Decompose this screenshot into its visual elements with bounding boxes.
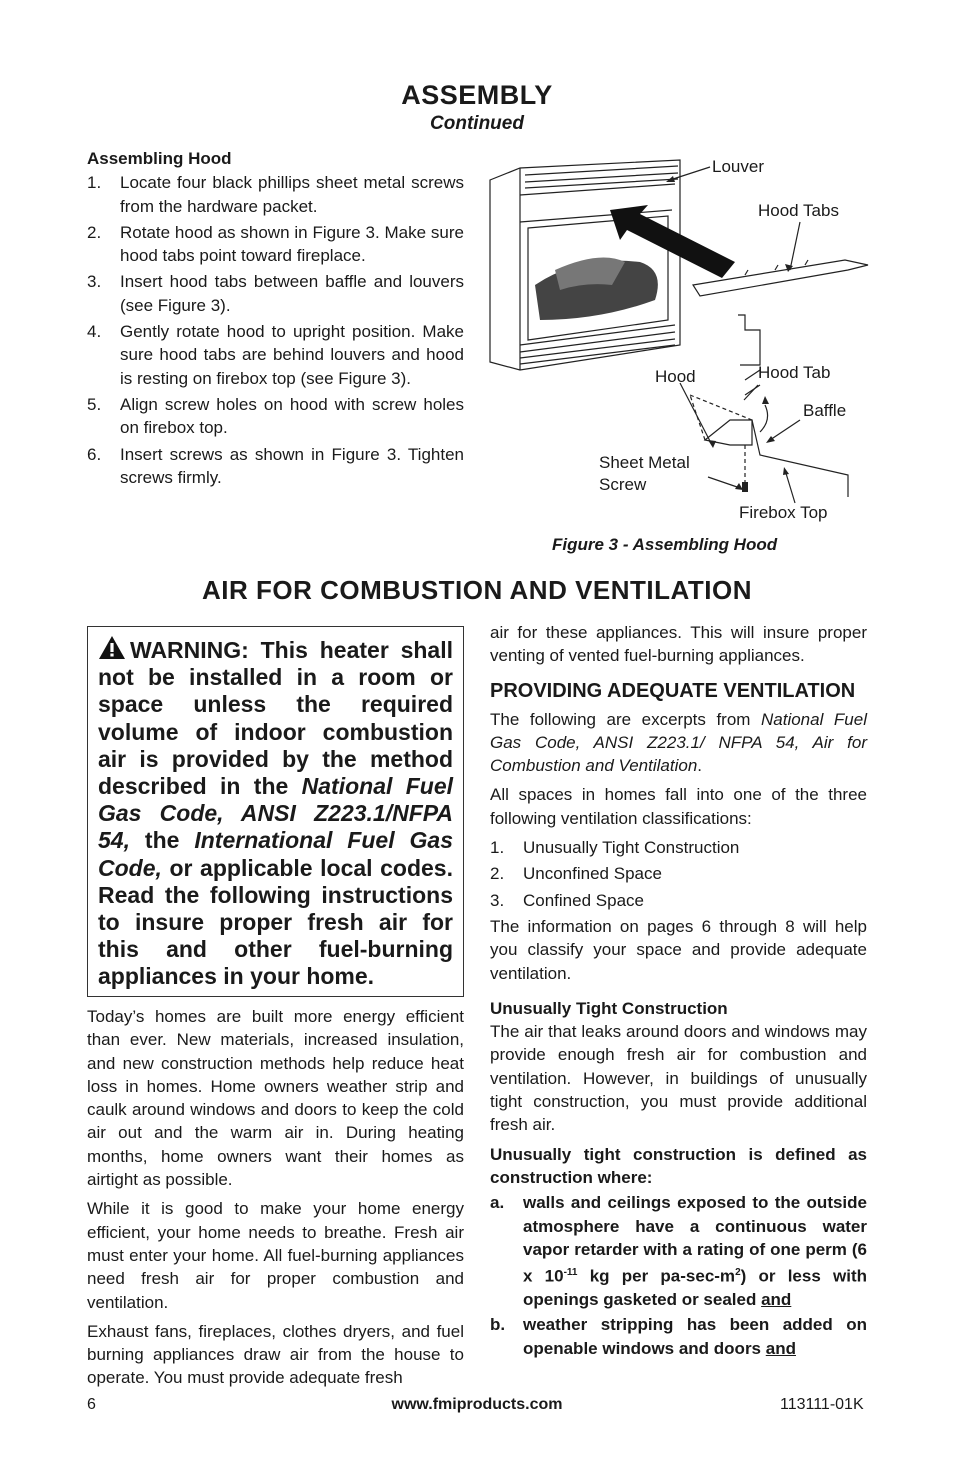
list-item: 4. Gently rotate hood to upright position. Make sure hood tabs are behind louvers and hood is resting on firebox top (see Figure 3). xyxy=(87,322,464,388)
assembly-steps xyxy=(87,171,464,489)
paragraph: The information on pages 6 through 8 will help you classify your space and provide adequate ventilation. xyxy=(490,916,867,983)
list-item: a. walls and ceilings exposed to the outside atmosphere have a continuous water vapor retarder with a rating of one perm (6 x $10^{-11}$ kg per $pa-\sec-m^2$) or less with openings gasketed or sealed and xyxy=(490,1193,867,1310)
list-item: 6. Insert screws as shown in Figure 3. Tighten screws firmly. xyxy=(87,444,464,487)
label-screw: Screw xyxy=(599,475,647,494)
document-code: 113111-01K xyxy=(780,1396,864,1413)
warning-icon xyxy=(98,635,126,660)
section-title-assembly: ASSEMBLY xyxy=(401,80,553,110)
list-item: 3. Confined Space xyxy=(490,890,644,910)
paragraph: While it is good to make your home energy efficient, your home needs to breathe. Fresh air must enter your home. All fuel-burning appliances need fresh air for proper combustion and ventilation. xyxy=(87,1199,464,1312)
footer-url: www.fmiproducts.com xyxy=(391,1396,563,1413)
paragraph: Unusually tight construction is defined as construction where: xyxy=(490,1144,867,1187)
list-item: 1. Unusually Tight Construction xyxy=(490,838,740,858)
list-item: b. weather stripping has been added on openable windows and doors and xyxy=(490,1315,867,1358)
tight-construction-heading: Unusually Tight Construction xyxy=(490,998,728,1018)
ventilation-heading: PROVIDING ADEQUATE VENTILATION xyxy=(490,679,856,702)
list-item: 3. Insert hood tabs between baffle and louvers (see Figure 3). xyxy=(87,272,464,315)
label-hood-tab: Hood Tab xyxy=(758,363,831,382)
left-column-text xyxy=(87,1005,464,1396)
classification-list xyxy=(490,836,867,912)
label-baffle: Baffle xyxy=(803,401,847,420)
warning-box: WARNING: This heater shall not be installed in a room or space unless the required volume of indoor combustion air is provided by the method described in the National Fuel Gas Code, ANSI Z223.1/NFPA 54, the International Fuel Gas Code, or applicable local codes. Read the following instructions to insure proper fresh air for this and other fuel-burning appliances in your home. xyxy=(87,626,464,997)
definition-list xyxy=(490,1191,867,1360)
section-subtitle: Continued xyxy=(430,113,524,134)
paragraph: The air that leaks around doors and windows may provide enough fresh air for combustion and ventilation. However, in buildings of unusually tight construction, you must provide additional fresh air. xyxy=(490,1022,867,1135)
paragraph: air for these appliances. This will insure proper venting of vented fuel-burning appliances. xyxy=(490,623,867,666)
label-louver: Louver xyxy=(712,157,764,176)
paragraph: Exhaust fans, fireplaces, clothes dryers, and fuel burning appliances draw air from the house to operate. You must provide adequate fresh xyxy=(87,1321,464,1388)
paragraph: Today’s homes are built more energy efficient than ever. New materials, increased insulation, and new construction methods help reduce heat loss in homes. Home owners weather strip and caulk around windows and doors to keep the cold air out and the warm air in. During heating months, home owners want their homes as airtight as possible. xyxy=(87,1007,464,1190)
assembling-hood-heading: Assembling Hood xyxy=(87,149,232,168)
label-firebox-top: Firebox Top xyxy=(739,503,828,522)
label-hood-tabs: Hood Tabs xyxy=(758,201,839,220)
label-hood: Hood xyxy=(655,367,696,386)
assembling-hood-block xyxy=(87,147,464,492)
paragraph: The following are excerpts from National Fuel Gas Code, ANSI Z223.1/ NFPA 54, Air for Combustion and Ventilation. xyxy=(490,709,867,776)
list-item: 1. Locate four black phillips sheet metal screws from the hardware packet. xyxy=(87,173,464,216)
list-item: 2. Unconfined Space xyxy=(490,864,662,884)
figure-caption: Figure 3 - Assembling Hood xyxy=(552,535,778,554)
paragraph: All spaces in homes fall into one of the three following ventilation classifications: xyxy=(490,785,867,828)
list-item: 5. Align screw holes on hood with screw holes on firebox top. xyxy=(87,394,464,438)
list-item: 2. Rotate hood as shown in Figure 3. Make sure hood tabs point toward fireplace. xyxy=(87,222,464,266)
label-sheet-metal: Sheet Metal xyxy=(599,453,690,472)
right-column-text xyxy=(490,621,867,1360)
section-title-air: AIR FOR COMBUSTION AND VENTILATION xyxy=(202,575,752,605)
page-number: 6 xyxy=(87,1396,96,1413)
